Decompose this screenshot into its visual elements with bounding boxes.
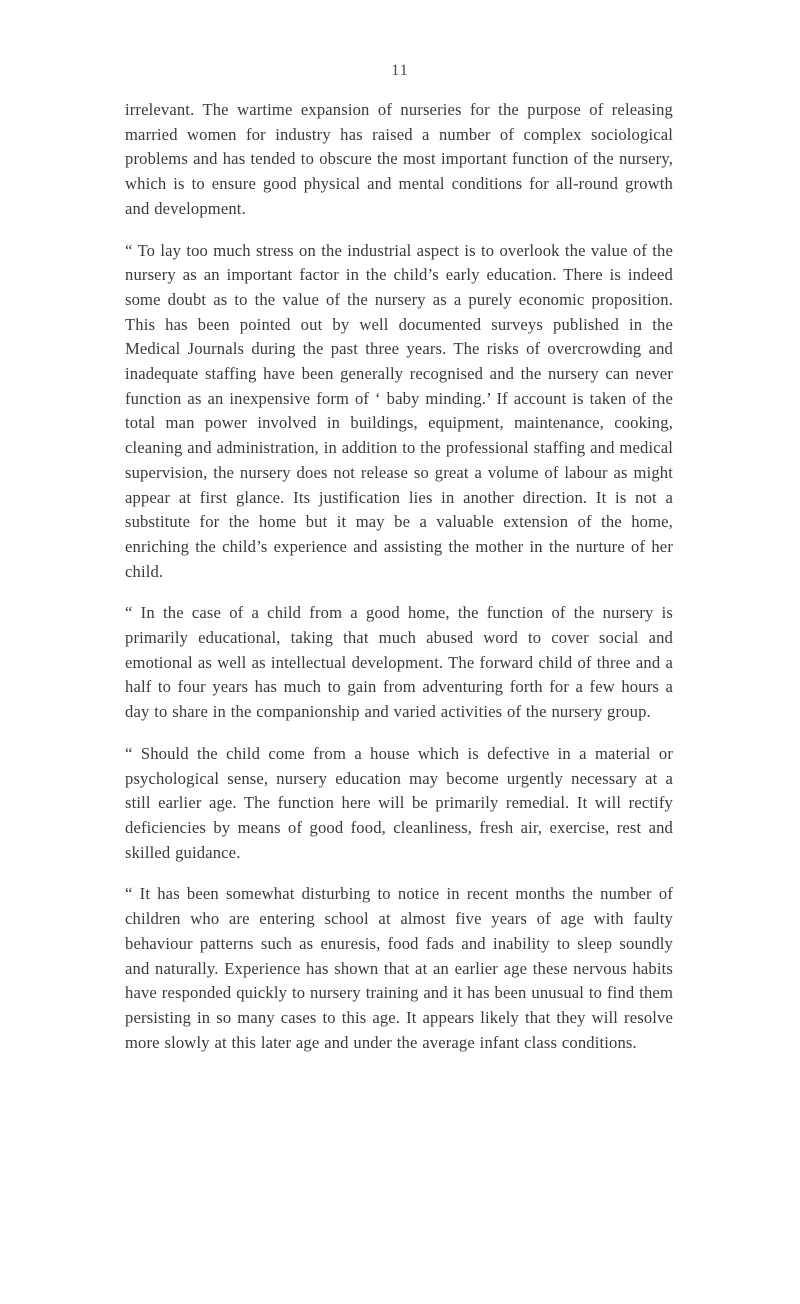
paragraph-3: “ In the case of a child from a good home, the function of the nursery is primarily educational, taking that much abused word to cover social and emotional as well as intellectual development. The forward child of three and a half to four years has much to gain from adventuring forth for a few hours a day to share in the companionship and varied activities of the nursery group. xyxy=(125,603,673,722)
paragraph-4: “ Should the child come from a house which is defective in a material or psychological sense, nursery education may become urgently necessary at a still earlier age. The function here will be primarily remedial. It will rectify deficiencies by means of good food, cleanliness, fresh air, exercise, rest and skilled guidance. xyxy=(125,743,673,862)
paragraph-1: irrelevant. The wartime expansion of nurseries for the purpose of releasing married women for industry has raised a number of complex sociological problems and has tended to obscure the most important function of the nursery, which is to ensure good physical and mental conditions for all-round growth and development. xyxy=(125,100,673,218)
paragraph-2: “ To lay too much stress on the industrial aspect is to overlook the value of the nursery as an important factor in the child’s early education. There is indeed some doubt as to the value of the nursery as a purely economic proposition. This has been pointed out by well documented surveys published in the Medical Journals during the past three years. The risks of overcrowding and inadequate staffing have been generally recognised and the nursery can never function as an inexpensive form of ‘ baby minding.’ If account is taken of the total man power involved in buildings, equipment, maintenance, cooking, cleaning and administration, in addition to the professional staffing and medical supervision, the nursery does not release so great a volume of labour as might appear at first glance. Its justification lies in another direction. It is not a substitute for the home but it may be a valuable extension of the home, enriching the child’s experience and assisting the mother in the nurture of her child. xyxy=(125,240,673,581)
paragraph-5: “ It has been somewhat disturbing to notice in recent months the number of children who are entering school at almost five years of age with faulty behaviour patterns such as enuresis, food fads and inability to sleep soundly and naturally. Experience has shown that at an earlier age these nervous habits have responded quickly to nursery training and it has been unusual to find them persisting in so many cases to this age. It appears likely that they will resolve more slowly at this later age and under the average infant class conditions. xyxy=(125,884,673,1052)
body-text xyxy=(125,98,673,1072)
page-number: 11 xyxy=(391,62,409,79)
